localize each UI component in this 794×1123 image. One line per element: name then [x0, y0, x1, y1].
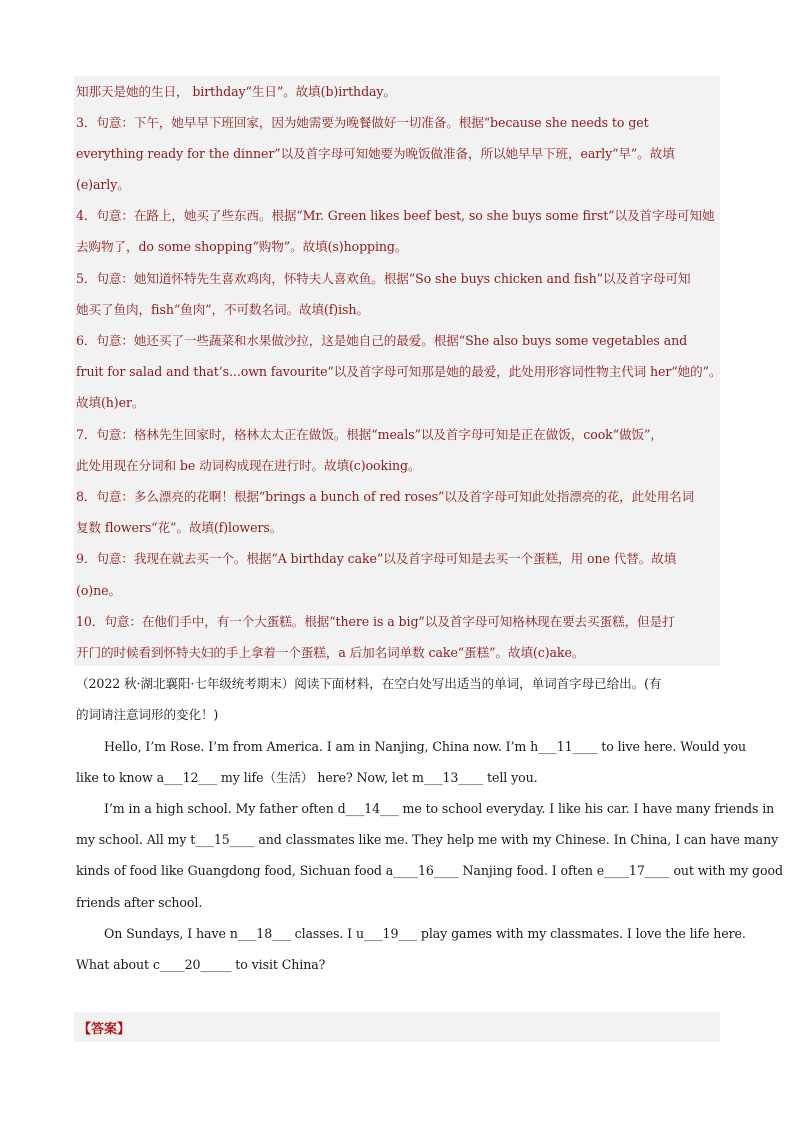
passage-line: I’m in a high school. My father often d___14___ me to school everyday. I like his car. I have many friends in	[104, 801, 775, 816]
explanation-line: fruit for salad and that’s...own favourite”以及首字母可知那是她的最爱，此处用形容词性物主代词 her“她的”。	[76, 364, 722, 379]
passage-line: my school. All my t___15____ and classmates like me. They help me with my Chinese. In China, I can have many	[76, 832, 779, 847]
explanation-line: 此处用现在分词和 be 动词构成现在进行时。故填(c)ooking。	[76, 458, 421, 473]
explanation-line: 7．句意：格林先生回家时，格林太太正在做饭。根据“meals”以及首字母可知是正在做饭，cook“做饭”，	[76, 427, 663, 442]
explanation-line: 知那天是她的生日， birthday“生日”。故填(b)irthday。	[76, 84, 396, 99]
explanation-line: 复数 flowers“花”。故填(f)lowers。	[76, 520, 283, 535]
answer-label: 【答案】	[78, 1022, 131, 1037]
question-instruction: 的词请注意词形的变化！)	[76, 707, 219, 722]
passage-line: kinds of food like Guangdong food, Sichuan food a____16____ Nanjing food. I often e____17____ out with my good	[76, 863, 783, 878]
explanation-line: 去购物了，do some shopping“购物”。故填(s)hopping。	[76, 239, 408, 254]
question-instruction: （2022 秋·湖北襄阳·七年级统考期末）阅读下面材料，在空白处写出适当的单词，单词首字母已给出。(有	[76, 676, 662, 691]
passage-line: like to know a___12___ my life（生活） here? Now, let m___13____ tell you.	[76, 770, 538, 785]
explanation-line: 10．句意：在他们手中，有一个大蛋糕。根据“there is a big”以及首字母可知格林现在要去买蛋糕，但是打	[76, 614, 675, 629]
explanation-line: everything ready for the dinner”以及首字母可知她要为晚饭做准备，所以她早早下班，early“早”。故填	[76, 146, 675, 161]
explanation-line: 8．句意：多么漂亮的花啊！根据“brings a bunch of red roses”以及首字母可知此处指漂亮的花，此处用名词	[76, 489, 695, 504]
answer-box	[74, 1012, 720, 1042]
passage-line: What about c____20_____ to visit China?	[76, 957, 326, 972]
explanation-line: 5．句意：她知道怀特先生喜欢鸡肉，怀特夫人喜欢鱼。根据“So she buys chicken and fish”以及首字母可知	[76, 271, 691, 286]
explanation-line: 6．句意：她还买了一些蔬菜和水果做沙拉，这是她自己的最爱。根据“She also buys some vegetables and	[76, 333, 688, 348]
explanation-line: 故填(h)er。	[76, 395, 145, 410]
explanation-line: (o)ne。	[76, 583, 121, 598]
explanation-line: 9．句意：我现在就去买一个。根据“A birthday cake”以及首字母可知是去买一个蛋糕，用 one 代替。故填	[76, 551, 677, 566]
explanation-line: 3．句意：下午，她早早下班回家，因为她需要为晚餐做好一切准备。根据“because she needs to get	[76, 115, 649, 130]
explanation-line: 4．句意：在路上，她买了些东西。根据“Mr. Green likes beef best, so she buys some first”以及首字母可知她	[76, 208, 715, 223]
explanation-line: 开门的时候看到怀特夫妇的手上拿着一个蛋糕，a 后加名词单数 cake“蛋糕”。故填(c)ake。	[76, 645, 585, 660]
passage-line: On Sundays, I have n___18___ classes. I u___19___ play games with my classmates. I love the life here.	[104, 926, 746, 941]
passage-line: Hello, I’m Rose. I’m from America. I am in Nanjing, China now. I’m h___11____ to live here. Would you	[104, 739, 746, 754]
explanation-line: (e)arly。	[76, 177, 130, 192]
explanation-line: 她买了鱼肉，fish“鱼肉”，不可数名词。故填(f)ish。	[76, 302, 369, 317]
passage-line: friends after school.	[76, 895, 203, 910]
